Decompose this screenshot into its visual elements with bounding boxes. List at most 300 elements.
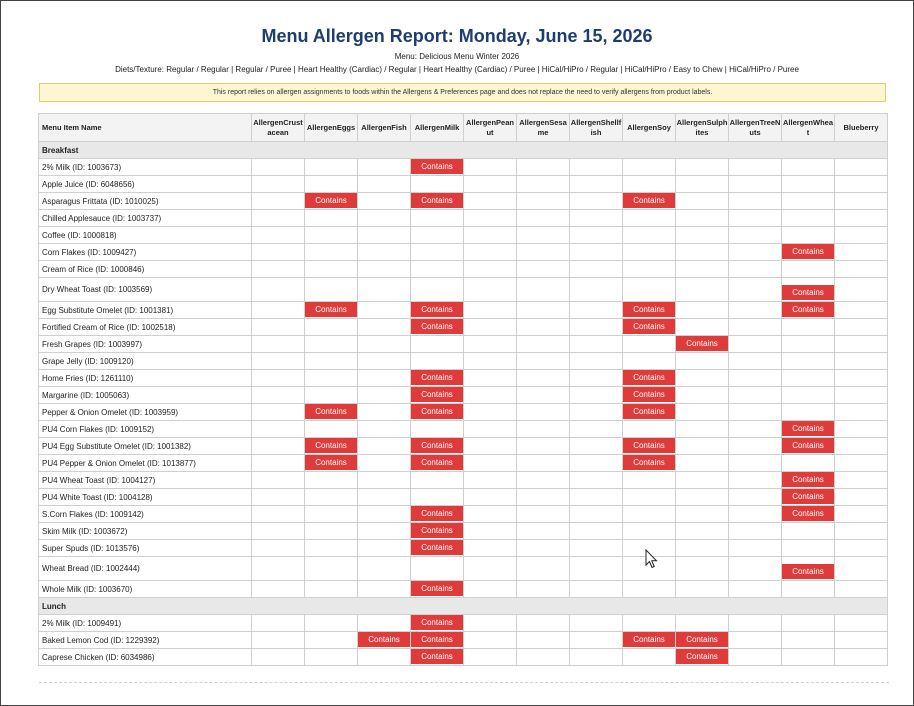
allergen-cell (358, 302, 411, 319)
contains-badge: Contains (411, 302, 463, 317)
allergen-cell (517, 421, 570, 438)
menu-item-name: Baked Lemon Cod (ID: 1229392) (39, 632, 252, 649)
allergen-cell (464, 244, 517, 261)
allergen-cell (729, 244, 782, 261)
allergen-cell (835, 244, 888, 261)
allergen-cell (676, 581, 729, 598)
allergen-cell (358, 370, 411, 387)
allergen-cell (835, 472, 888, 489)
allergen-cell (782, 176, 835, 193)
table-row (39, 540, 888, 557)
allergen-cell (411, 421, 464, 438)
allergen-cell (411, 336, 464, 353)
allergen-cell (252, 387, 305, 404)
allergen-cell (782, 632, 835, 649)
allergen-cell (835, 489, 888, 506)
allergen-cell (623, 302, 676, 319)
allergen-cell (623, 370, 676, 387)
allergen-cell (252, 193, 305, 210)
allergen-cell (358, 176, 411, 193)
allergen-cell (464, 159, 517, 176)
contains-badge: Contains (411, 159, 463, 174)
allergen-cell (305, 540, 358, 557)
allergen-cell (623, 421, 676, 438)
report-title: Menu Allergen Report: Monday, June 15, 2026 (261, 26, 653, 46)
allergen-cell (729, 193, 782, 210)
allergen-cell (411, 159, 464, 176)
allergen-cell (464, 540, 517, 557)
allergen-cell (676, 278, 729, 302)
allergen-cell (517, 489, 570, 506)
allergen-cell (517, 506, 570, 523)
allergen-cell (729, 227, 782, 244)
allergen-cell (305, 176, 358, 193)
contains-badge: Contains (782, 421, 834, 436)
allergen-cell (305, 261, 358, 278)
contains-badge: Contains (782, 472, 834, 487)
allergen-cell (252, 353, 305, 370)
allergen-cell (570, 227, 623, 244)
column-header-allergen: Blueberry (835, 114, 888, 142)
allergen-cell (305, 278, 358, 302)
allergen-cell (835, 581, 888, 598)
allergen-cell (358, 649, 411, 666)
allergen-cell (411, 210, 464, 227)
contains-badge: Contains (623, 370, 675, 385)
contains-badge: Contains (676, 632, 728, 647)
allergen-cell (517, 632, 570, 649)
allergen-cell (464, 557, 517, 581)
allergen-cell (623, 438, 676, 455)
allergen-cell (676, 649, 729, 666)
column-header-allergen: AllergenEggs (305, 114, 358, 142)
column-header-allergen: AllergenPeanut (464, 114, 517, 142)
allergen-cell (358, 387, 411, 404)
allergen-cell (305, 404, 358, 421)
allergen-cell (835, 176, 888, 193)
allergen-cell (252, 472, 305, 489)
allergen-cell (252, 506, 305, 523)
contains-badge: Contains (411, 581, 463, 596)
table-row (39, 404, 888, 421)
allergen-cell (835, 404, 888, 421)
allergen-cell (835, 632, 888, 649)
allergen-cell (411, 193, 464, 210)
allergen-cell (411, 455, 464, 472)
contains-badge: Contains (623, 302, 675, 317)
allergen-cell (835, 438, 888, 455)
allergen-cell (623, 581, 676, 598)
allergen-cell (570, 557, 623, 581)
allergen-cell (623, 193, 676, 210)
contains-badge: Contains (623, 632, 675, 647)
allergen-cell (464, 472, 517, 489)
allergen-cell (782, 489, 835, 506)
allergen-cell (358, 540, 411, 557)
menu-item-name: Pepper & Onion Omelet (ID: 1003959) (39, 404, 252, 421)
contains-badge: Contains (411, 615, 463, 630)
allergen-cell (305, 370, 358, 387)
allergen-cell (252, 581, 305, 598)
allergen-cell (464, 506, 517, 523)
allergen-cell (517, 523, 570, 540)
allergen-cell (570, 302, 623, 319)
allergen-cell (464, 302, 517, 319)
column-header-allergen: AllergenWheat (782, 114, 835, 142)
table-row (39, 353, 888, 370)
allergen-cell (411, 523, 464, 540)
allergen-cell (570, 581, 623, 598)
menu-item-name: Grape Jelly (ID: 1009120) (39, 353, 252, 370)
allergen-cell (623, 336, 676, 353)
allergen-cell (358, 506, 411, 523)
allergen-cell (252, 370, 305, 387)
table-row (39, 244, 888, 261)
allergen-cell (517, 404, 570, 421)
allergen-cell (570, 523, 623, 540)
allergen-cell (782, 193, 835, 210)
allergen-cell (570, 438, 623, 455)
allergen-cell (623, 210, 676, 227)
table-row (39, 176, 888, 193)
menu-item-name: Super Spuds (ID: 1013576) (39, 540, 252, 557)
allergen-cell (252, 540, 305, 557)
allergen-cell (305, 438, 358, 455)
allergen-cell (358, 581, 411, 598)
allergen-cell (835, 421, 888, 438)
allergen-cell (252, 455, 305, 472)
allergen-cell (782, 557, 835, 581)
allergen-cell (782, 615, 835, 632)
allergen-cell (782, 278, 835, 302)
allergen-cell (252, 319, 305, 336)
allergen-cell (570, 278, 623, 302)
allergen-cell (411, 387, 464, 404)
allergen-cell (464, 319, 517, 336)
menu-item-name: Asparagus Frittata (ID: 1010025) (39, 193, 252, 210)
allergen-cell (570, 649, 623, 666)
allergen-cell (570, 489, 623, 506)
allergen-cell (835, 210, 888, 227)
allergen-cell (358, 438, 411, 455)
table-row (39, 421, 888, 438)
allergen-cell (623, 261, 676, 278)
allergen-cell (782, 421, 835, 438)
column-header-allergen: AllergenTreeNuts (729, 114, 782, 142)
menu-item-name: Egg Substitute Omelet (ID: 1001381) (39, 302, 252, 319)
allergen-cell (782, 387, 835, 404)
allergen-cell (517, 159, 570, 176)
allergen-cell (570, 387, 623, 404)
allergen-cell (517, 210, 570, 227)
allergen-cell (464, 615, 517, 632)
contains-badge: Contains (411, 319, 463, 334)
contains-badge: Contains (411, 387, 463, 402)
allergen-cell (464, 261, 517, 278)
contains-badge: Contains (676, 649, 728, 664)
allergen-cell (570, 193, 623, 210)
table-row (39, 319, 888, 336)
allergen-cell (252, 523, 305, 540)
allergen-cell (411, 261, 464, 278)
allergen-cell (729, 404, 782, 421)
allergen-cell (835, 336, 888, 353)
allergen-cell (835, 387, 888, 404)
menu-item-name: Whole Milk (ID: 1003670) (39, 581, 252, 598)
allergen-cell (623, 455, 676, 472)
allergen-cell (305, 244, 358, 261)
allergen-cell (570, 455, 623, 472)
allergen-cell (464, 210, 517, 227)
allergen-cell (729, 278, 782, 302)
table-row (39, 159, 888, 176)
table-row (39, 632, 888, 649)
allergen-cell (305, 557, 358, 581)
allergen-cell (305, 489, 358, 506)
allergen-cell (517, 193, 570, 210)
allergen-cell (517, 472, 570, 489)
allergen-cell (464, 523, 517, 540)
contains-badge: Contains (623, 455, 675, 470)
allergen-cell (835, 159, 888, 176)
allergen-cell (782, 523, 835, 540)
allergen-cell (411, 404, 464, 421)
contains-badge: Contains (411, 649, 463, 664)
allergen-cell (517, 557, 570, 581)
allergen-cell (252, 244, 305, 261)
allergen-cell (782, 649, 835, 666)
allergen-cell (676, 506, 729, 523)
section-row (39, 142, 888, 159)
allergen-cell (411, 319, 464, 336)
allergen-cell (464, 649, 517, 666)
allergen-cell (411, 649, 464, 666)
allergen-cell (676, 159, 729, 176)
allergen-cell (782, 353, 835, 370)
allergen-cell (358, 472, 411, 489)
allergen-cell (464, 404, 517, 421)
allergen-cell (782, 227, 835, 244)
allergen-cell (358, 278, 411, 302)
allergen-cell (570, 319, 623, 336)
allergen-cell (252, 227, 305, 244)
menu-item-name: Skim Milk (ID: 1003672) (39, 523, 252, 540)
contains-badge: Contains (305, 404, 357, 419)
allergen-cell (411, 581, 464, 598)
allergen-cell (411, 244, 464, 261)
allergen-cell (835, 302, 888, 319)
allergen-cell (623, 353, 676, 370)
table-row (39, 615, 888, 632)
table-row (39, 302, 888, 319)
allergen-cell (676, 193, 729, 210)
allergen-cell (782, 302, 835, 319)
table-row (39, 261, 888, 278)
allergen-cell (729, 353, 782, 370)
table-row (39, 472, 888, 489)
allergen-cell (835, 278, 888, 302)
allergen-cell (305, 227, 358, 244)
allergen-cell (305, 581, 358, 598)
allergen-cell (464, 193, 517, 210)
allergen-cell (623, 176, 676, 193)
contains-badge: Contains (782, 302, 834, 317)
menu-item-name: Caprese Chicken (ID: 6034986) (39, 649, 252, 666)
allergen-cell (252, 404, 305, 421)
allergen-cell (676, 387, 729, 404)
allergen-cell (729, 649, 782, 666)
allergen-cell (676, 455, 729, 472)
allergen-cell (252, 159, 305, 176)
allergen-cell (305, 353, 358, 370)
allergen-cell (517, 581, 570, 598)
allergen-cell (517, 319, 570, 336)
allergen-cell (729, 506, 782, 523)
contains-badge: Contains (623, 438, 675, 453)
menu-item-name: Fresh Grapes (ID: 1003997) (39, 336, 252, 353)
allergen-cell (464, 227, 517, 244)
allergen-cell (252, 261, 305, 278)
table-row (39, 581, 888, 598)
allergen-cell (411, 632, 464, 649)
allergen-cell (782, 370, 835, 387)
allergen-cell (729, 336, 782, 353)
allergen-cell (570, 336, 623, 353)
section-row (39, 598, 888, 615)
menu-item-name: Cream of Rice (ID: 1000846) (39, 261, 252, 278)
allergen-cell (676, 370, 729, 387)
table-row (39, 227, 888, 244)
allergen-cell (623, 472, 676, 489)
allergen-cell (517, 336, 570, 353)
allergen-cell (623, 319, 676, 336)
allergen-cell (252, 649, 305, 666)
allergen-cell (517, 455, 570, 472)
allergen-cell (570, 159, 623, 176)
allergen-cell (729, 261, 782, 278)
allergen-cell (358, 489, 411, 506)
table-row (39, 336, 888, 353)
allergen-cell (570, 632, 623, 649)
menu-item-name: PU4 White Toast (ID: 1004128) (39, 489, 252, 506)
column-header-allergen: AllergenSoy (623, 114, 676, 142)
column-header-allergen: AllergenSesame (517, 114, 570, 142)
allergen-cell (570, 404, 623, 421)
allergen-cell (305, 302, 358, 319)
allergen-cell (517, 540, 570, 557)
allergen-cell (570, 210, 623, 227)
contains-badge: Contains (411, 438, 463, 453)
allergen-cell (623, 632, 676, 649)
allergen-cell (570, 615, 623, 632)
contains-badge: Contains (623, 319, 675, 334)
allergen-cell (358, 455, 411, 472)
contains-badge: Contains (782, 244, 834, 259)
allergen-cell (358, 261, 411, 278)
contains-badge: Contains (305, 302, 357, 317)
table-row (39, 649, 888, 666)
menu-item-name: Chilled Applesauce (ID: 1003737) (39, 210, 252, 227)
allergen-cell (358, 557, 411, 581)
allergen-cell (358, 159, 411, 176)
column-header-allergen: AllergenSulphites (676, 114, 729, 142)
allergen-cell (676, 302, 729, 319)
allergen-cell (676, 336, 729, 353)
contains-badge: Contains (411, 370, 463, 385)
allergen-cell (252, 210, 305, 227)
allergen-cell (835, 506, 888, 523)
allergen-cell (782, 540, 835, 557)
table-row (39, 455, 888, 472)
menu-item-name: PU4 Wheat Toast (ID: 1004127) (39, 472, 252, 489)
allergen-cell (252, 421, 305, 438)
allergen-cell (358, 421, 411, 438)
allergen-cell (729, 455, 782, 472)
allergen-cell (623, 506, 676, 523)
allergen-cell (782, 336, 835, 353)
allergen-cell (623, 649, 676, 666)
allergen-cell (729, 370, 782, 387)
allergen-cell (835, 649, 888, 666)
allergen-cell (305, 615, 358, 632)
column-header-allergen: AllergenMilk (411, 114, 464, 142)
allergen-cell (570, 540, 623, 557)
allergen-cell (782, 506, 835, 523)
menu-item-name: 2% Milk (ID: 1003673) (39, 159, 252, 176)
contains-badge: Contains (305, 438, 357, 453)
column-header-allergen: AllergenCrustacean (252, 114, 305, 142)
allergen-cell (305, 336, 358, 353)
allergen-cell (252, 557, 305, 581)
allergen-cell (835, 523, 888, 540)
allergen-cell (411, 176, 464, 193)
allergen-cell (729, 421, 782, 438)
allergen-cell (252, 302, 305, 319)
allergen-cell (464, 455, 517, 472)
allergen-cell (411, 278, 464, 302)
allergen-cell (729, 159, 782, 176)
allergen-cell (782, 455, 835, 472)
allergen-cell (305, 523, 358, 540)
contains-badge: Contains (623, 387, 675, 402)
allergen-cell (729, 615, 782, 632)
allergen-cell (729, 387, 782, 404)
allergen-cell (835, 540, 888, 557)
allergen-cell (676, 404, 729, 421)
allergen-cell (835, 557, 888, 581)
allergen-cell (570, 370, 623, 387)
contains-badge: Contains (411, 506, 463, 521)
table-row (39, 387, 888, 404)
allergen-cell (782, 404, 835, 421)
allergen-cell (729, 176, 782, 193)
allergen-cell (464, 387, 517, 404)
allergen-cell (782, 210, 835, 227)
allergen-cell (252, 615, 305, 632)
allergen-cell (676, 438, 729, 455)
allergen-cell (729, 632, 782, 649)
allergen-cell (517, 649, 570, 666)
menu-item-name: Apple Juice (ID: 6048656) (39, 176, 252, 193)
menu-item-name: 2% Milk (ID: 1009491) (39, 615, 252, 632)
allergen-cell (570, 244, 623, 261)
menu-item-name: Fortified Cream of Rice (ID: 1002518) (39, 319, 252, 336)
allergen-cell (676, 523, 729, 540)
mouse-pointer-icon (645, 549, 659, 569)
allergen-cell (464, 353, 517, 370)
allergen-cell (517, 227, 570, 244)
allergen-cell (676, 632, 729, 649)
